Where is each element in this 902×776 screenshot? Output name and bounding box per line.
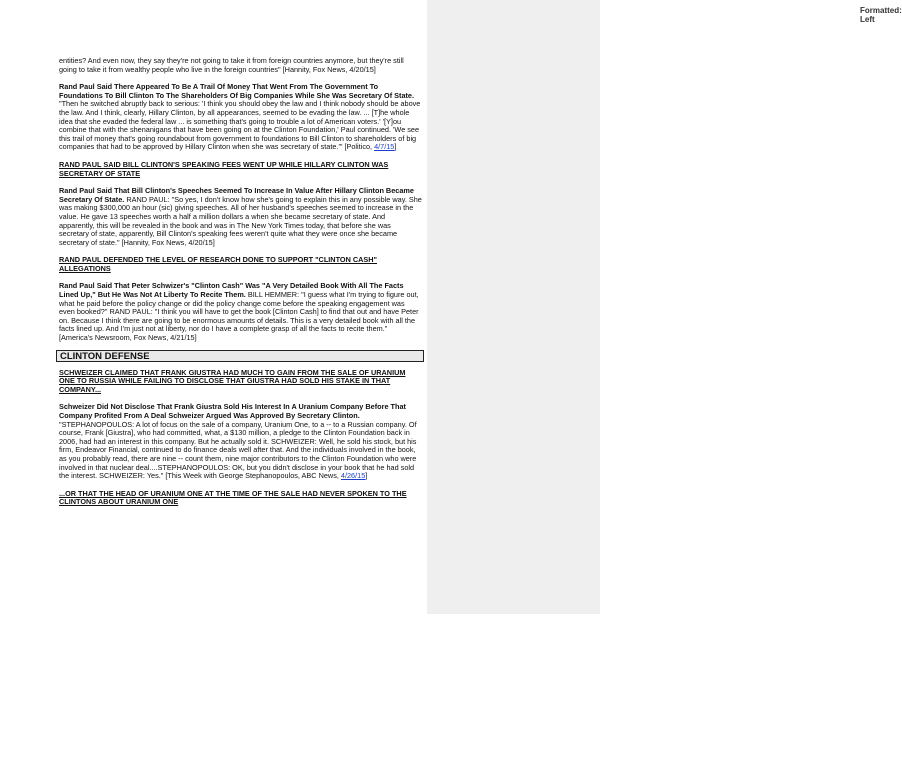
heading-giustra: SCHWEIZER CLAIMED THAT FRANK GIUSTRA HAD MUCH TO GAIN FROM THE SALE OF URANIUM ONE TO RUSSIA WHILE FAILING TO DISCLOSE THAT GIUSTRA HAD SOLD HIS STAKE IN THAT COMPANY... [59,367,406,394]
heading-speaking-fees: RAND PAUL SAID BILL CLINTON'S SPEAKING FEES WENT UP WHILE HILLARY CLINTON WAS SECRETARY OF STATE [59,159,389,178]
comment-pane [427,0,902,614]
document-body [59,57,422,507]
paragraph-speeches [59,187,422,247]
paragraph-trail-of-money [59,83,422,152]
paragraph-detailed-book [59,282,422,342]
paragraph-lead: Schweizer Did Not Disclose That Frank Giustra Sold His Interest In A Uranium Company Before That Company Profited From A Deal Schweizer Argued Was Approved By Secretary Clinton. [59,402,406,420]
paragraph-text: "Then he switched abruptly back to serious: 'I think you should obey the law and I think nobody should be above the law. And I think, clearly, Hillary Clinton, by all appearances, seemed to be evading the law. ... [T]he whole idea that she evaded the federal law ... is something that's going to trouble a lot of American voters.' '[Y]ou combine that with the shenanigans that have been going on at the Clinton Foundation,' Paul continued. 'We see this trail of money that's going roundabout from government to foundations to Bill Clinton to shareholders of big companies that had to be approved by Hillary Clinton when she was secretary of state.'" [Politico, [59,99,421,152]
comment-heading: Formatted: Left [860,6,902,24]
paragraph-giustra [59,403,422,480]
source-link[interactable]: 4/26/15 [340,471,366,481]
paragraph-text: "STEPHANOPOULOS: A lot of focus on the sale of a company, Uranium One, to a -- to a Russian company. Of course, Frank [Giustra], who had committed, what, a $130 million, a pledge to the Clinton Foundation back in 2006, had had an interest in this company. But he actually sold it. SCHWEIZER: Well, he sold his stock, but his firm, Endeavor Financial, continued to do finance deals well after that. And the individuals involved in the book, as you probably read, there are nine -- count them, nine major contributors to the Clinton Foundation who were involved in that nuclear deal....STEPHANOPOULOS: OK, but you didn't disclose in your book that he had sold the interest. SCHWEIZER: Yes." [This Week with George Stephanopoulos, ABC News, [59,419,417,481]
section-header-clinton-defense: CLINTON DEFENSE [56,350,424,362]
paragraph-tail: ] [394,142,397,152]
heading-uranium-one: ...OR THAT THE HEAD OF URANIUM ONE AT THE TIME OF THE SALE HAD NEVER SPOKEN TO THE CLINTONS ABOUT URANIUM ONE [59,488,407,507]
comment-pane-bottom [427,614,600,776]
paragraph-lead: Rand Paul Said That Bill Clinton's Speeches Seemed To Increase In Value After Hillary Clinton Became Secretary Of State. [59,186,414,204]
paragraph-intro [59,57,422,74]
paragraph-text: BILL HEMMER: "I guess what I'm trying to figure out, what he paid before the policy change or did the policy change come before the speaking engagement was even booked?" RAND PAUL: "I think you will have to get the book [Clinton Cash] to find that out and have Peter on. Because I think there are going to be enormous amounts of details. This is a very detailed book with all the facts lined up. And I'm just not at liberty, nor do I have a complete grasp of all the facts to recite them." [America's Newsroom, Fox News, 4/21/15] [59,290,419,343]
paragraph-lead: Rand Paul Said There Appeared To Be A Trail Of Money That Went From The Government To Foundations To Bill Clinton To The Shareholders Of Big Companies While She Was Secretary Of State. [59,82,415,100]
paragraph-text: entities? And even now, they say they're not going to take it from foreign countries anymore, but they're still going to take it from wealthy people who live in the foreign countries" [Hannity, Fox News, 4/20/15] [59,56,404,74]
source-link[interactable]: 4/7/15 [374,142,395,152]
paragraph-tail: ] [365,471,368,481]
heading-research: RAND PAUL DEFENDED THE LEVEL OF RESEARCH DONE TO SUPPORT "CLINTON CASH" ALLEGATIONS [59,255,378,273]
paragraph-lead: Rand Paul Said That Peter Schwizer's "Clinton Cash" Was "A Very Detailed Book With All The Facts Lined Up," But He Was Not At Liberty To Recite Them. [59,281,404,300]
paragraph-text: RAND PAUL: "So yes, I don't know how she's going to explain this in any possible way. She was making $300,000 an hour (sic) giving speeches. All of her husband's speeches seemed to increase in the value. He gave 13 speeches worth a half a million dollars a when she became secretary of state. And apparently, this will be revealed in the book and was in The New York Times today, that before she was secretary of state, apparently, Bill Clinton's speaking fees weren't quite what they were once she became secretary of state." [Hannity, Fox News, 4/20/15] [59,194,422,247]
